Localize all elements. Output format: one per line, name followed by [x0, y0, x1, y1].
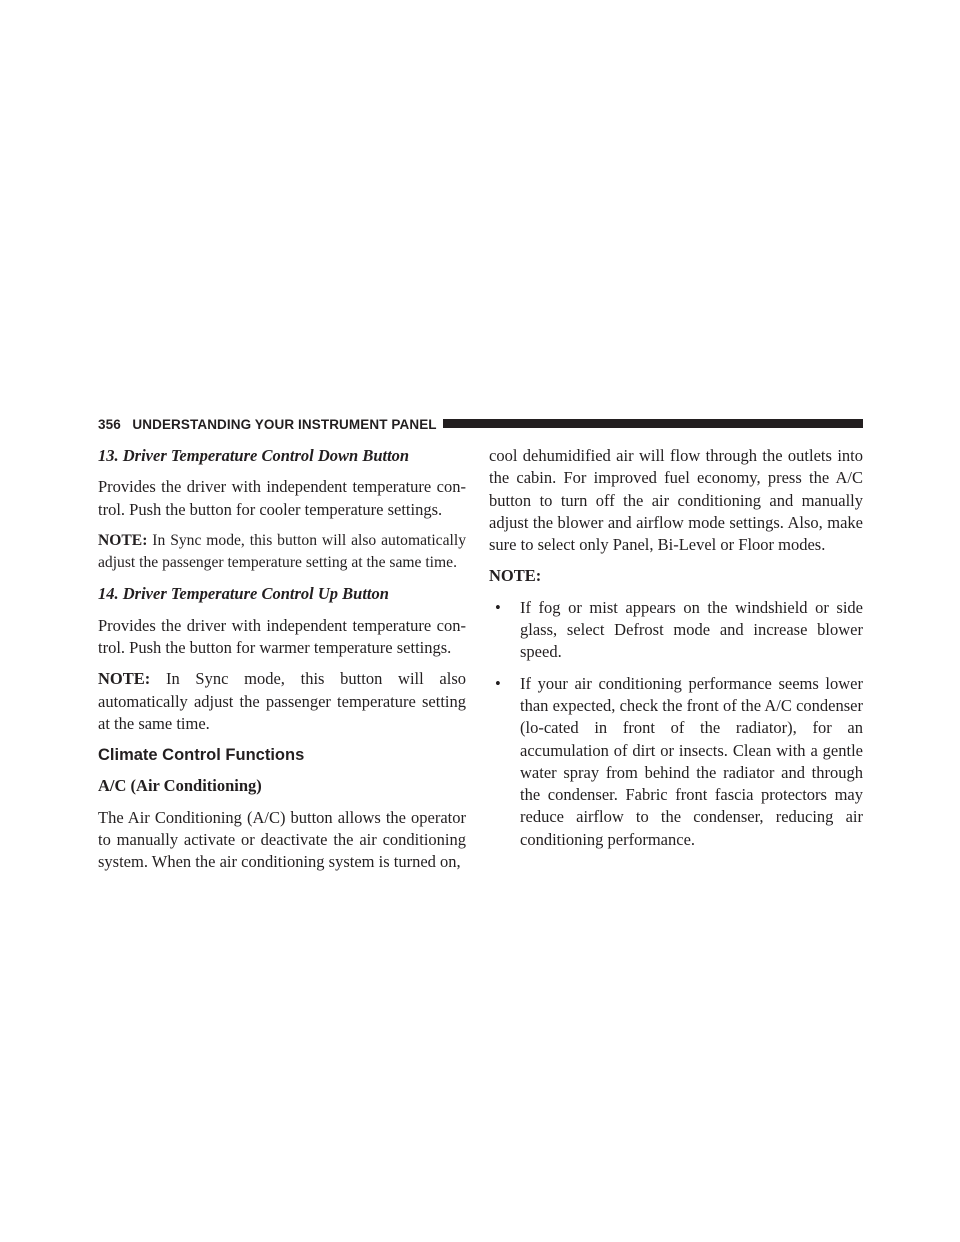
bullet-text: If your air conditioning performance seems lower than expected, check the front of the A/C condenser (lo-cated in front of the radiator), for an accumulation of dirt or insects. Clean with a gentle water spray from behind the radiator and through the condenser. Fabric front fascia protectors may reduce airflow to the condenser, reducing air conditioning performance. [520, 673, 863, 849]
section-heading: Climate Control Functions [98, 746, 305, 765]
section-title: UNDERSTANDING YOUR INSTRUMENT PANEL [132, 417, 437, 432]
item-13-note [98, 530, 466, 575]
note-bullet-list [489, 597, 863, 851]
ac-body: The Air Conditioning (A/C) button allows the operator to manually activate or deactivate the air conditioning system. When the air conditioning system is turned on, [98, 807, 466, 872]
note-heading: NOTE: [489, 566, 542, 586]
right-column [489, 445, 863, 860]
item-14-note [98, 668, 466, 735]
note-label: NOTE: [98, 531, 148, 549]
left-column [98, 445, 466, 882]
item-13-body: Provides the driver with independent temperature con-trol. Push the button for cooler temperature settings. [98, 477, 466, 519]
page-header [98, 417, 863, 433]
page-number: 356 [98, 417, 121, 432]
list-item [489, 597, 863, 664]
note-text: In Sync mode, this button will also automatically adjust the passenger temperature setting at the same time. [98, 669, 466, 733]
item-14-body: Provides the driver with independent temperature con-trol. Push the button for warmer temperature settings. [98, 615, 466, 658]
note-label: NOTE: [98, 669, 151, 689]
ac-heading: A/C (Air Conditioning) [98, 776, 262, 796]
continued-body: cool dehumidified air will flow through the outlets into the cabin. For improved fuel economy, press the A/C button to turn off the air conditioning and manually adjust the blower and airflow mode settings. Also, make sure to select only Panel, Bi-Level or Floor modes. [489, 446, 863, 555]
header-text [98, 417, 443, 433]
item-13-title: 13. Driver Temperature Control Down Button [98, 446, 410, 465]
note-text: In Sync mode, this button will also automatically adjust the passenger temperature setting at the same time. [98, 531, 466, 572]
bullet-icon: • [495, 673, 501, 693]
list-item [489, 673, 863, 851]
item-14-title: 14. Driver Temperature Control Up Button [98, 584, 389, 604]
bullet-text: If fog or mist appears on the windshield or side glass, select Defrost mode and increase blower speed. [520, 597, 863, 662]
bullet-icon: • [495, 597, 501, 617]
